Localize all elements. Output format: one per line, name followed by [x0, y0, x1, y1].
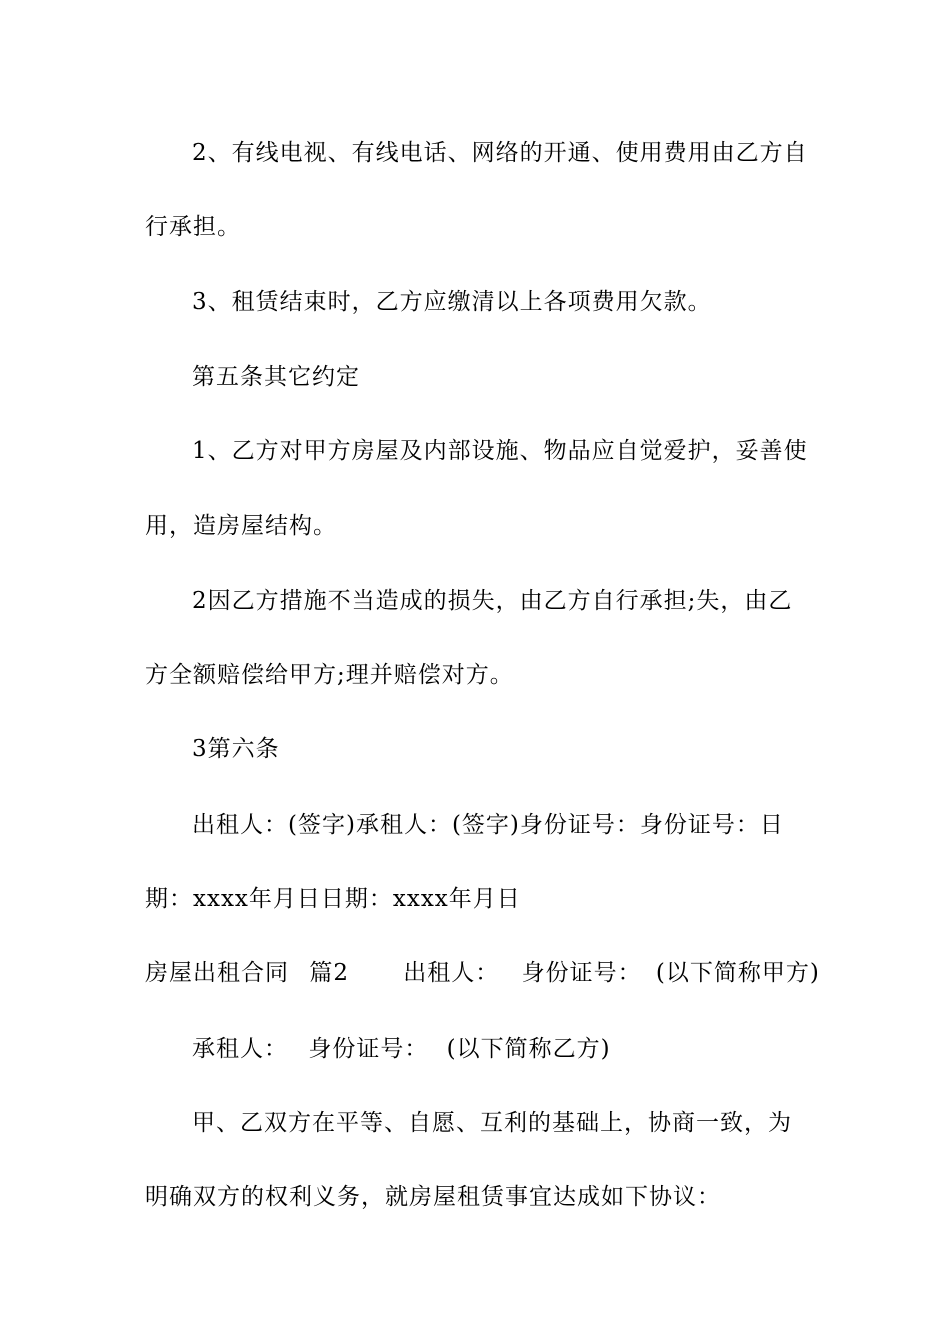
lessee-abbrev: (以下简称乙方) [446, 1036, 611, 1062]
article-six-heading: 3第六条 [192, 736, 280, 762]
lessee-label: 承租人： [192, 1036, 288, 1062]
paragraph-care-line2: 用，造房屋结构。 [145, 513, 337, 539]
signature-line2: 期：xxxx年月日日期：xxxx年月日 [145, 886, 521, 912]
article-five-heading: 第五条其它约定 [192, 364, 360, 390]
paragraph-damage-line1: 2因乙方措施不当造成的损失，由乙方自行承担;失，由乙 [192, 588, 793, 614]
lessor-label: 出租人： [403, 960, 500, 986]
lessee-line [192, 1034, 611, 1064]
contract2-part: 篇2 [309, 960, 349, 986]
contract2-title: 房屋出租合同 [145, 960, 289, 986]
paragraph-utilities-line1: 2、有线电视、有线电话、网络的开通、使用费用由乙方自 [192, 140, 808, 166]
paragraph-utilities-line2: 行承担。 [145, 214, 241, 240]
lessor-id-label: 身份证号： [521, 960, 642, 986]
paragraph-settle-fees: 3、租赁结束时，乙方应缴清以上各项费用欠款。 [192, 289, 712, 315]
lessor-abbrev: (以下简称甲方) [655, 960, 820, 986]
agreement-line1: 甲、乙双方在平等、自愿、互利的基础上，协商一致，为 [192, 1110, 792, 1136]
contract2-header [145, 958, 820, 988]
signature-line1: 出租人：(签字)承租人：(签字)身份证号：身份证号：日 [192, 812, 784, 838]
agreement-line2: 明确双方的权利义务，就房屋租赁事宜达成如下协议： [145, 1184, 721, 1210]
paragraph-damage-line2: 方全额赔偿给甲方;理并赔偿对方。 [145, 662, 514, 688]
paragraph-care-line1: 1、乙方对甲方房屋及内部设施、物品应自觉爱护，妥善使 [192, 438, 808, 464]
lessee-id-label: 身份证号： [308, 1036, 429, 1062]
